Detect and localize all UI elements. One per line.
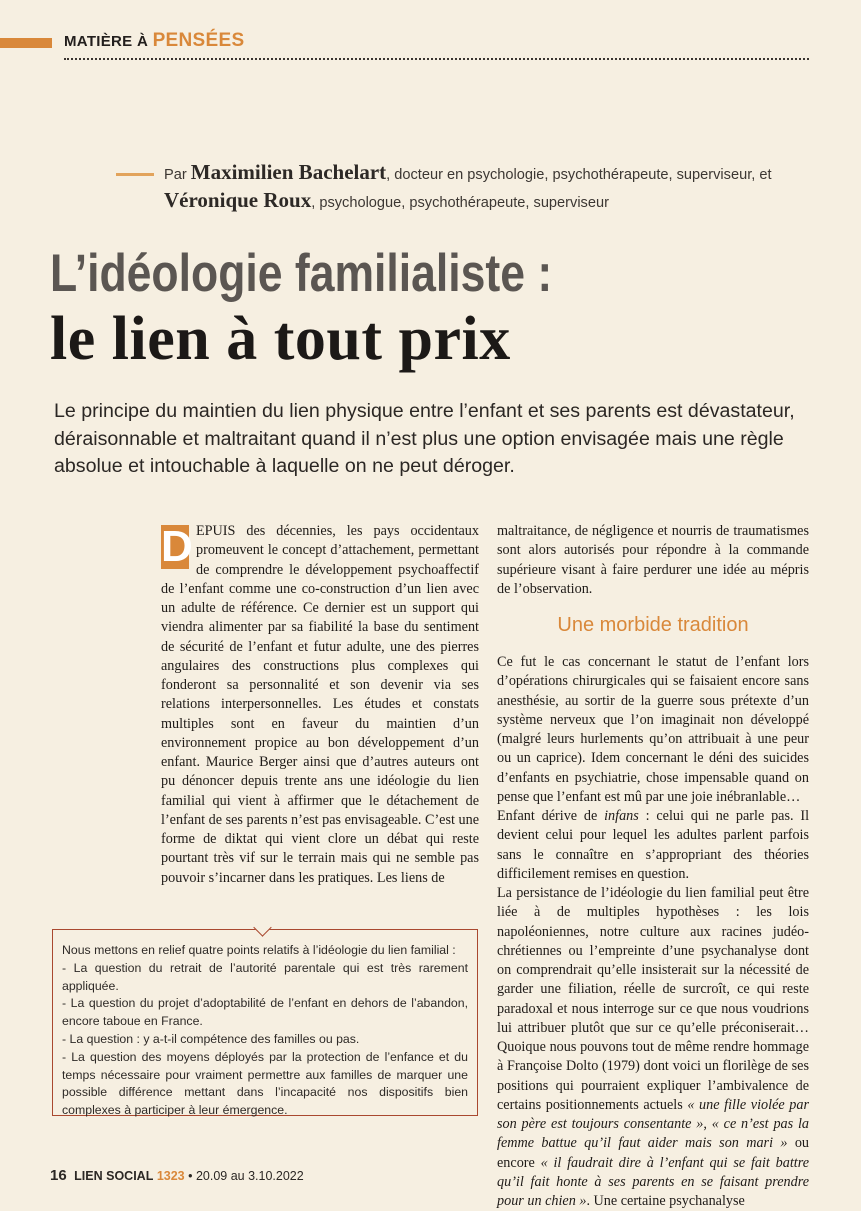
author-1: Maximilien Bachelart [190,160,387,184]
author-2-role: , psychologue, psychothérapeute, superviseur [311,195,609,211]
body-paragraph-1 [161,522,479,888]
quote-connector: ou encore [497,1135,809,1171]
para3-italic: infans [604,808,639,824]
title-line-1: L’idéologie familialiste : [50,244,553,303]
rubric-accent: PENSÉES [152,30,245,51]
body-paragraph-4: La persistance de l’idéologie du lien familial peut être liée à de multiples hypothèses : les lois napoléoniennes, notre culture aux racines judéo-chrétiennes ou l’empreinte d’une psychanalyse dont on comprendrait qu’elle insisterait sur la nécessité de garder une filiation, réelle de surcroît, ce qui reste paradoxal et nous interroge sur ce que nous voudrions lui attribuer plutôt que sur ce qu’elle préconiserait… Quoique nous pouvons tout de même rendre hommage à Françoise Dolto (1979) dont voici un florilège de ses positions qui pourraient expliquer l’ambivalence de certains positionnements actuels « une fille violée par son père est toujours consentante », « ce n’est pas la femme battue qu’il faut aider mais son mari » ou encore « il faudrait dire à l’enfant qui se fait battre qu’il fait honte à ses parents en se faisant prendre pour un chien ». Une certaine psychanalyse [497,885,810,1209]
article-lede: Le principe du maintien du lien physique entre l’enfant et ses parents est dévastateur, déraisonnable et maltraitant quand il n’est plus une option envisagée mais une règle absolue et intouchable à laquelle on ne peut déroger. [54,400,795,477]
drop-cap: D [161,522,193,571]
box-intro: Nous mettons en relief quatre points relatifs à l’idéologie du lien familial : [62,943,456,957]
body-paragraph-3 [497,807,809,884]
inset-box-content [62,942,468,1120]
author-2: Véronique Roux [164,188,312,212]
box-item: - La question : y a-t-il compétence des familles ou pas. [62,1031,360,1046]
issue-dates: • 20.09 au 3.10.2022 [188,1169,304,1183]
issue-number: 1323 [156,1169,185,1183]
body-column-right [497,522,809,1211]
author-1-role: , docteur en psychologie, psychothérapeute, superviseur, et [386,167,772,183]
quote-3: « il faudrait dire à l’enfant qui se fait battre qu’il fait honte à ses parents en se faisant prendre pour un chien » [497,1154,810,1209]
section-rubric [64,30,244,52]
body-paragraph-1-continued: maltraitance, de négligence et nourris de traumatismes sont alors autorisés pour répondre à la commande supérieure visant à faire perdurer une idée au mépris de l’observation. [497,523,809,597]
box-item: - La question des moyens déployés par la protection de l’enfance et du temps nécessaire pour vraiment permettre aux familles de marquer une possible différence mettant dans l’incapacité nos dispositifs bien complexes à participer à leur émergence. [62,1049,468,1118]
para3-end: : celui qui ne parle pas. Il devient celui pour lequel les adultes parlent parfois sans le connaître en s’appropriant des théories difficilement remises en question. [497,808,810,882]
para4-end: . Une certaine psychanalyse [586,1193,745,1209]
byline-dash [116,173,154,176]
byline-by: Par [164,167,187,183]
body-paragraph-2: Ce fut le cas concernant le statut de l’enfant lors d’opérations chirurgicales qui se faisaient encore sans anesthésie, au sortir de la guerre sous prétexte d’un système nerveux que l’on imaginait non développé (malgré leurs hurlements qu’on attribuait à une peur ou un caprice). Idem concernant le déni des suicides d’enfants en psychiatrie, chose impensable quand on pense que l’enfant est mû par une joie inébranlable… [497,654,809,805]
quote-1: « une fille violée par son père est toujours consentante » [497,1096,809,1132]
box-item: - La question du projet d’adoptabilité de l’enfant en dehors de l’abandon, encore taboue en France. [62,996,468,1029]
rubric-dotted-rule [64,58,809,60]
quote-2: « ce n’est pas la femme battue qu’il faut aider mais son mari » [497,1116,809,1152]
byline [164,160,814,216]
magazine-name: LIEN SOCIAL [74,1169,154,1183]
para3-start: Enfant dérive de [497,808,605,824]
rubric-prefix: MATIÈRE À [64,33,149,50]
box-item: - La question du retrait de l’autorité parentale qui est très rarement appliquée. [62,960,468,993]
subheading: Une morbide tradition [557,614,749,636]
page-footer [50,1167,304,1184]
para4-text: La persistance de l’idéologie du lien familial peut être liée à de multiples hypothèses : les lois napoléoniennes, notre culture aux racines judéo-chrétiennes ou l’empreinte d’une psychanalyse dont on comprendrait qu’elle insisterait sur la nécessité de garder une filiation, réelle de surcroît, ce qui reste paradoxal et nous interroge sur ce que nous voudrions lui attribuer plutôt que sur ce qu’elle préconiserait… Quoique nous pouvons tout de même rendre hommage à Françoise Dolto (1979) dont voici un florilège de ses positions qui pourraient expliquer l’ambivalence de certains positionnements actuels [497,885,809,1113]
title-line-2: le lien à tout prix [50,305,511,373]
body-paragraph-1-text: EPUIS des décennies, les pays occidentaux promeuvent le concept d’attachement, permettant de comprendre le développement psychoaffectif de l’enfant comme une co-construction d’un lien avec un adulte de référence. Ce dernier est un support qui viendra alimenter par sa fiabilité la base du sentiment de sécurité de l’enfant et futur adulte, une des pierres angulaires des constructions plus complexes qui fonderont sa personnalité et son devenir via ses relations interpersonnelles. Les études et constats multiples sont en faveur du maintien d’un environnement propice au bon développement d’un enfant. Maurice Berger ainsi que d’autres auteurs ont pu dénoncer depuis trente ans une idéologie du lien familial qui vient à affirmer que le détachement de l’enfant de ses parents n’est pas envisageable. C’est une forme de diktat qui vient clore un débat qui reste pourtant très vif sur le terrain mais qui ne semble pas pouvoir s’incarner dans les pratiques. Les liens de [161,523,479,886]
body-column-left [161,522,479,888]
page-number: 16 [50,1167,67,1184]
rubric-accent-bar [0,38,52,48]
